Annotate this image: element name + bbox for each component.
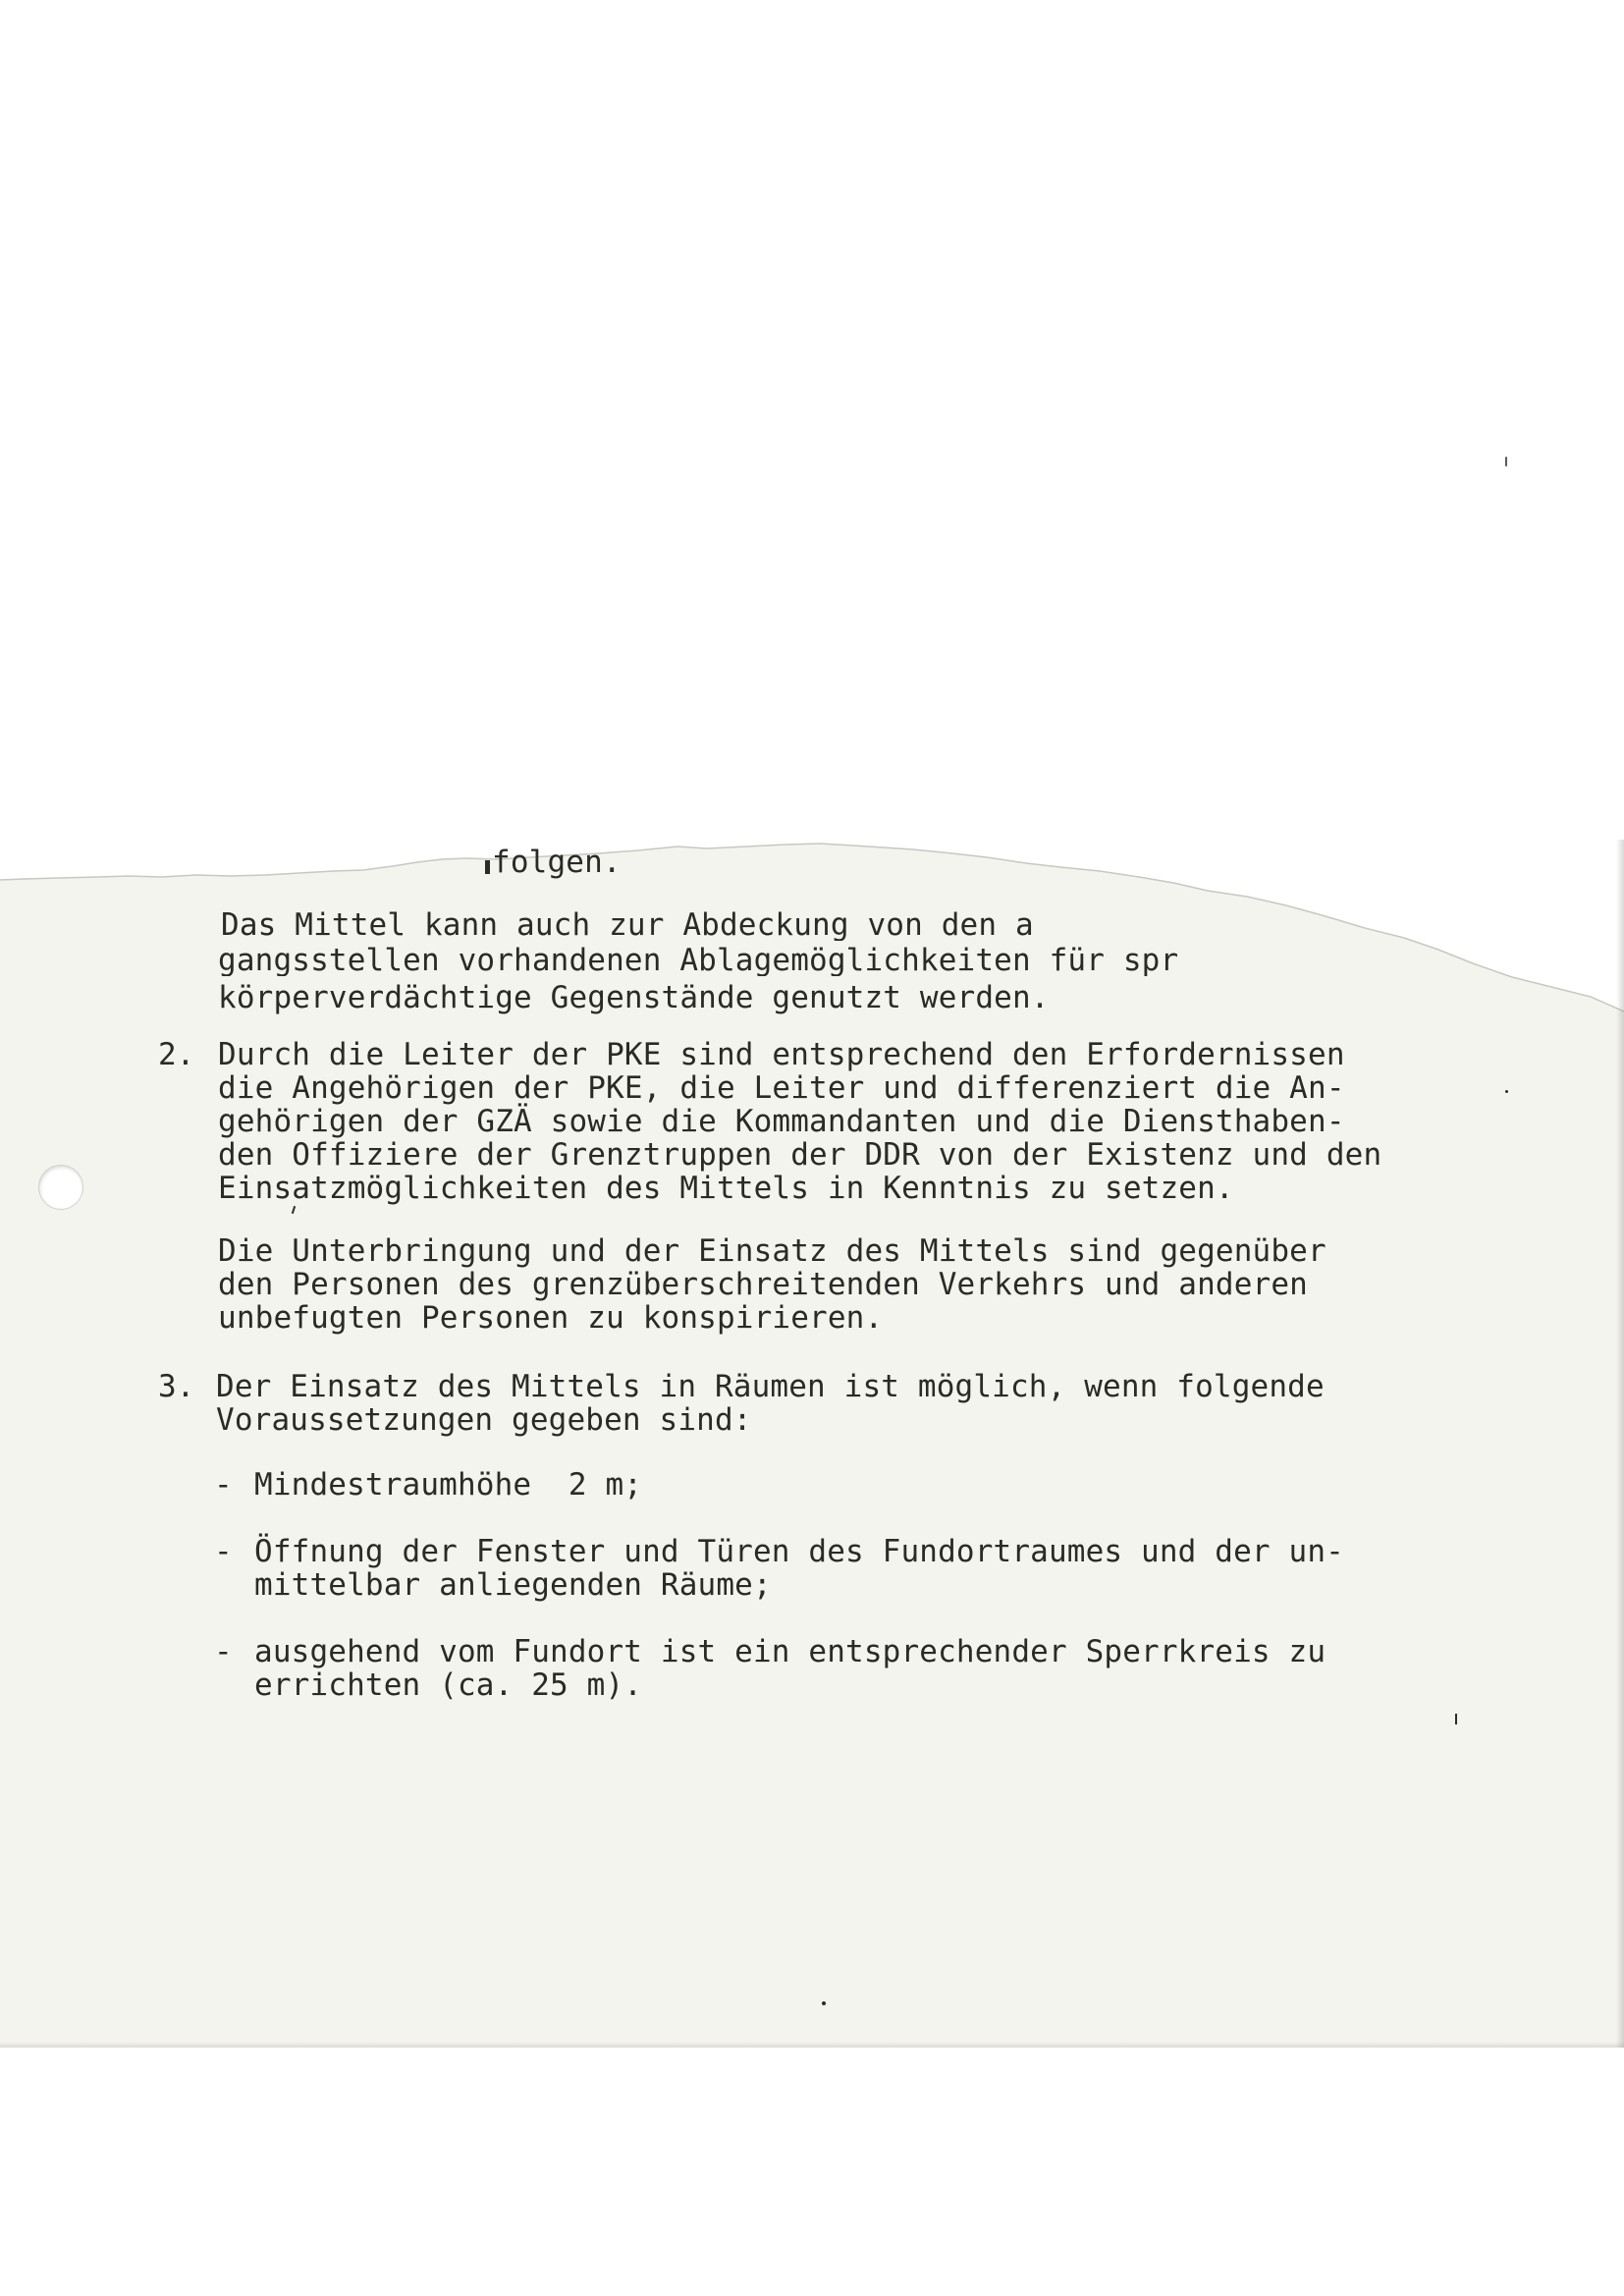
item-number-3: 3. — [158, 1369, 195, 1404]
right-paper-shadow — [1616, 840, 1624, 2048]
fragment-line-2: Das Mittel kann auch zur Abdeckung von den a — [221, 909, 1034, 941]
bullet-dash-1: - — [214, 1467, 233, 1503]
bullet-3-line-1: ausgehend vom Fundort ist ein entsprechender Sperrkreis zu — [254, 1634, 1326, 1669]
item-number-2: 2. — [158, 1037, 195, 1072]
small-scan-mark-right — [1505, 1090, 1508, 1093]
bullet-dash-2: - — [214, 1534, 233, 1569]
item-2-paragraph-line-1: Die Unterbringung und der Einsatz des Mittels sind gegenüber — [218, 1233, 1326, 1269]
item-2-paragraph-line-2: den Personen des grenzüberschreitenden Verkehrs und anderen — [218, 1267, 1309, 1302]
fragment-line-folgen: folgen. — [492, 845, 622, 880]
bullet-dash-3: - — [214, 1634, 233, 1669]
small-scan-mark-right-lower — [1455, 1714, 1457, 1724]
bullet-2-line-1: Öffnung der Fenster und Türen des Fundortraumes und der un- — [254, 1534, 1345, 1569]
partial-letter-before-folgen — [485, 860, 490, 874]
top-right-speck — [1505, 457, 1507, 466]
bullet-2-line-2: mittelbar anliegenden Räume; — [254, 1567, 772, 1603]
bullet-3-line-2: errichten (ca. 25 m). — [254, 1667, 643, 1703]
fragment-line-3: gangsstellen vorhandenen Ablagemöglichkeiten für spr — [218, 945, 1179, 976]
torn-paper-fragment — [0, 840, 1624, 2048]
item-2-line-1: Durch die Leiter der PKE sind entsprechend den Erfordernissen — [218, 1037, 1345, 1072]
bullet-1-line-1: Mindestraumhöhe 2 m; — [254, 1467, 643, 1503]
item-2-line-4: den Offiziere der Grenztruppen der DDR von der Existenz und den — [218, 1137, 1382, 1173]
item-2-line-3: gehörigen der GZÄ sowie die Kommandanten und die Diensthaben- — [218, 1104, 1345, 1139]
item-2-line-5: Einsatzmöglichkeiten des Mittels in Kenntnis zu setzen. — [218, 1171, 1234, 1206]
bottom-edge-mark — [822, 2001, 826, 2005]
punch-hole — [38, 1165, 83, 1210]
bottom-paper-shadow — [0, 2042, 1624, 2048]
item-3-line-2: Voraussetzungen gegeben sind: — [216, 1402, 752, 1438]
item-3-line-1: Der Einsatz des Mittels in Räumen ist möglich, wenn folgende — [216, 1369, 1325, 1404]
item-2-line-2: die Angehörigen der PKE, die Leiter und differenziert die An- — [218, 1070, 1345, 1106]
item-2-paragraph-line-3: unbefugten Personen zu konspirieren. — [218, 1300, 884, 1336]
fragment-line-4: körperverdächtige Gegenstände genutzt werden. — [218, 980, 1050, 1015]
